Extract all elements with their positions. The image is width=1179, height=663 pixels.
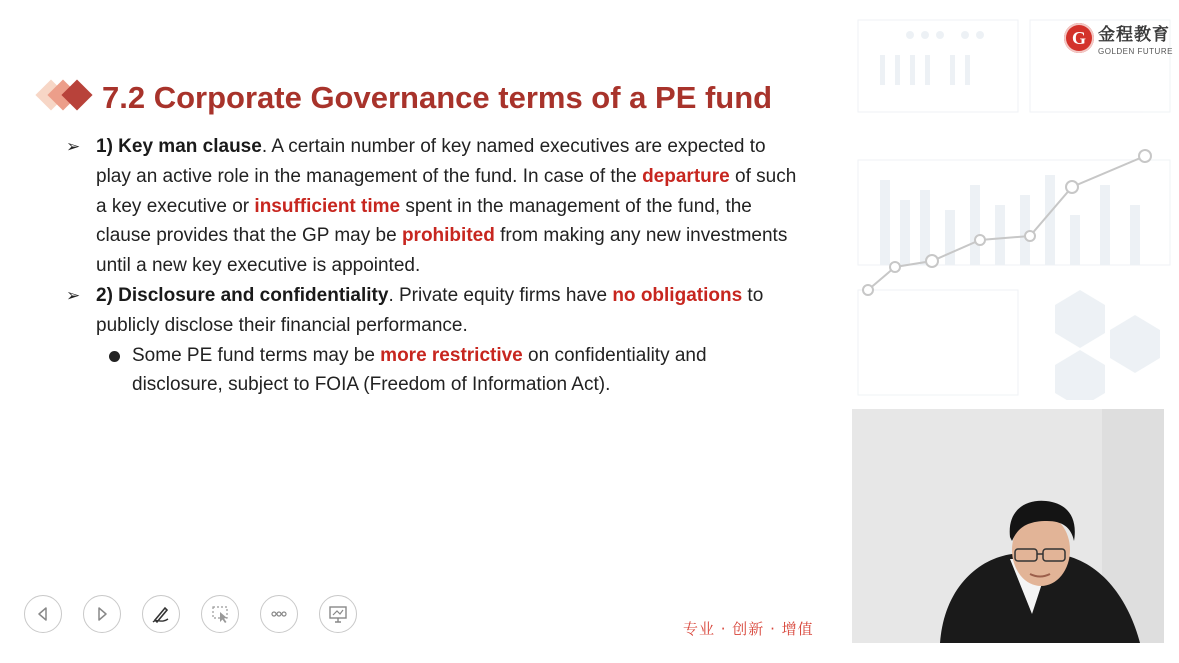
disclosure-point xyxy=(66,281,801,341)
title-diamond-icon xyxy=(36,78,96,118)
presenter-image xyxy=(852,409,1164,643)
highlight-term: more restrictive xyxy=(380,344,523,366)
slide-title: 7.2 Corporate Governance terms of a PE fund xyxy=(102,80,773,115)
foia-subpoint xyxy=(66,341,801,401)
dot-bullet-icon xyxy=(109,351,120,362)
logo-mark: G xyxy=(1064,23,1094,53)
pointer-icon xyxy=(209,603,231,625)
highlight-term: prohibited xyxy=(401,225,495,247)
point-text: . A certain number of key named executives are expected to play an active role in the management of the fund. In case of the xyxy=(96,136,766,187)
logo-name-en: GOLDEN FUTURE xyxy=(1098,47,1173,56)
point-text: of such a key executive or xyxy=(96,165,797,217)
slide-header xyxy=(36,78,772,118)
point-heading: 2) Disclosure and confidentiality xyxy=(96,284,389,306)
next-slide-button[interactable] xyxy=(83,595,121,633)
more-icon xyxy=(268,603,290,625)
point-text: from making any new investments until a new key executive is appointed. xyxy=(96,225,788,277)
screen-view-button[interactable] xyxy=(319,595,357,633)
highlight-term: insufficient time xyxy=(254,195,401,217)
pen-tool-button[interactable] xyxy=(142,595,180,633)
presentation-toolbar xyxy=(24,595,357,633)
presenter-video xyxy=(852,409,1164,643)
highlight-term: departure xyxy=(642,165,730,187)
background-chart-graphic xyxy=(850,15,1179,400)
point-text: on confidentiality and disclosure, subject to FOIA (Freedom of Information Act). xyxy=(132,344,707,396)
key-man-clause-point xyxy=(66,132,801,281)
point-heading: 1) Key man clause xyxy=(96,136,262,157)
slide-content xyxy=(66,132,801,400)
slogan: 专业 · 创新 · 增值 xyxy=(683,620,814,638)
brand-logo xyxy=(1064,20,1173,56)
next-icon xyxy=(91,603,113,625)
arrow-bullet-icon: ➢ xyxy=(66,285,81,305)
previous-icon xyxy=(32,603,54,625)
more-options-button[interactable] xyxy=(260,595,298,633)
logo-name-cn: 金程教育 xyxy=(1098,25,1170,45)
pen-icon xyxy=(150,603,172,625)
previous-slide-button[interactable] xyxy=(24,595,62,633)
point-text: spent in the management of the fund, the clause provides that the GP may be xyxy=(96,195,752,247)
pointer-tool-button[interactable] xyxy=(201,595,239,633)
logo-text xyxy=(1098,20,1173,56)
highlight-term: no obligations xyxy=(612,284,743,306)
point-text: Some PE fund terms may be xyxy=(132,344,381,366)
screen-icon xyxy=(327,603,349,625)
point-text: to publicly disclose their financial performance. xyxy=(96,284,764,336)
arrow-bullet-icon: ➢ xyxy=(66,137,81,156)
point-text: . Private equity firms have xyxy=(388,284,613,306)
